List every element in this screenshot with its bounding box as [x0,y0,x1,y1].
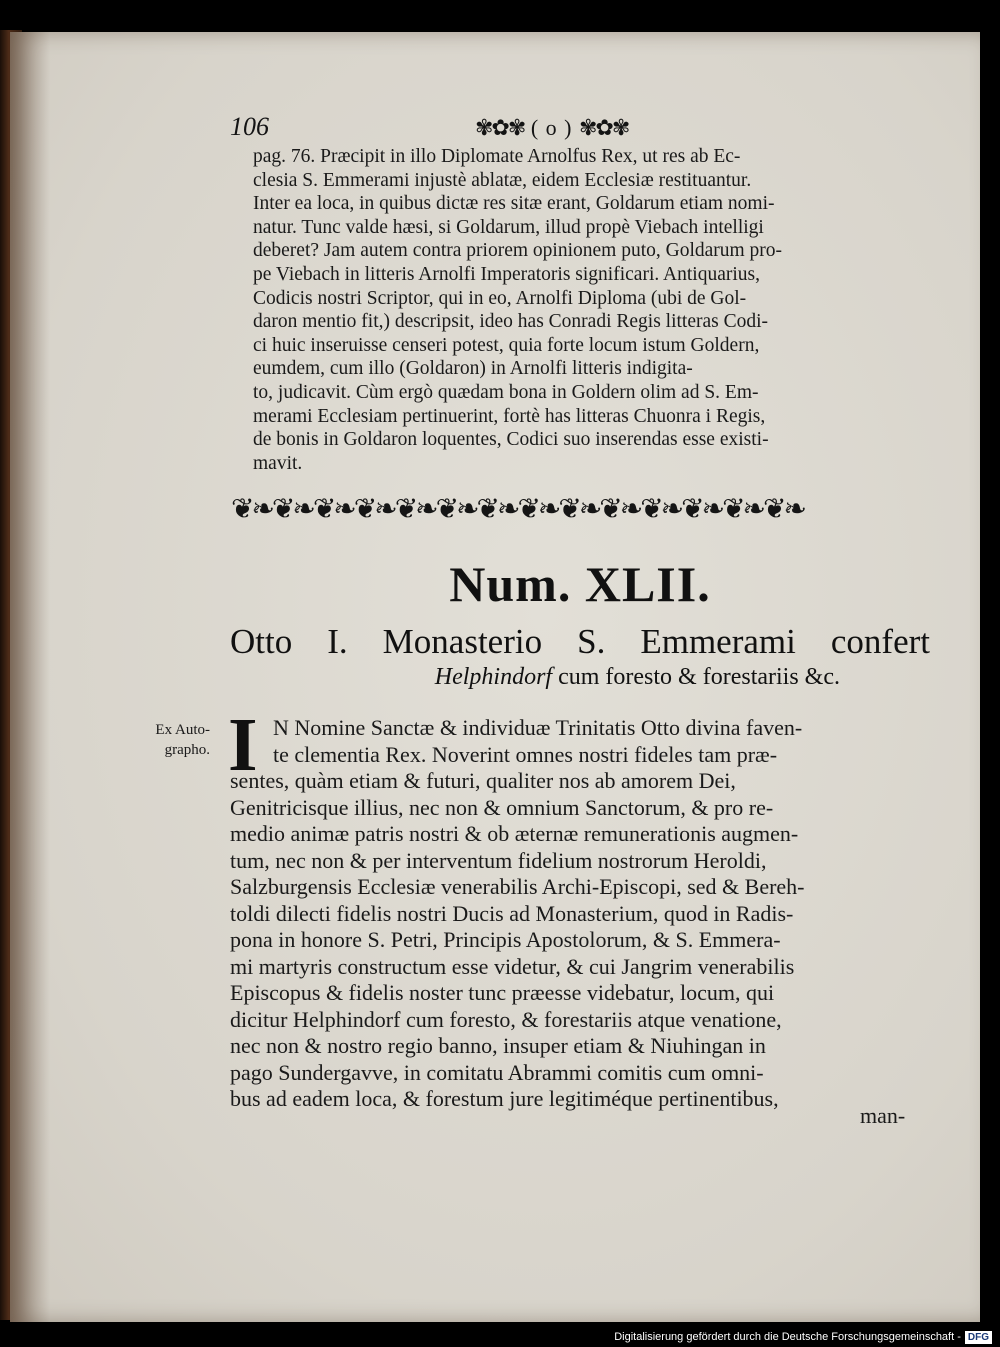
main-line: Episcopus & fidelis noster tunc præesse videbatur, locum, qui [230,980,775,1005]
footnote-block [253,145,933,475]
note-line: pe Viebach in litteris Arnolfi Imperatoris significari. Antiquarius, [253,263,760,285]
main-line: sentes, quàm etiam & futuri, qualiter nos ab amorem Dei, [230,768,736,793]
main-line: te clementia Rex. Noverint omnes nostri fideles tam præ- [273,741,778,767]
ornament-right: ✾✿✾ [578,115,629,140]
digitization-footer [0,1327,1000,1347]
page-number: 106 [230,112,269,141]
note-line: Inter ea loca, in quibus dictæ res sitæ erant, Goldarum etiam nomi- [253,193,775,215]
note-line: deberet? Jam autem contra priorem opinionem puto, Goldarum pro- [253,240,783,262]
drop-cap: I [228,703,258,787]
main-line: N Nomine Sanctæ & individuæ Trinitatis Otto divina faven- [273,715,803,740]
main-line: pona in honore S. Petri, Principis Apostolorum, & S. Emmera- [230,927,781,952]
main-line: toldi dilecti fidelis nostri Ducis ad Monasterium, quod in Radis- [230,900,794,926]
gutter-shadow [10,32,50,1322]
note-line: eumdem, cum illo (Goldaron) in Arnolfi litteris indigita- [253,358,693,380]
note-line: pag. 76. Præcipit in illo Diplomate Arnolfus Rex, ut res ab Ec- [253,146,741,167]
note-line: to, judicavit. Cùm ergò quædam bona in Goldern olim ad S. Em- [253,381,759,403]
subheading-place: Helphindorf [434,664,553,690]
main-line: tum, nec non & per interventum fidelium nostrorum Heroldi, [230,847,767,873]
subheading-rest: cum foresto & forestariis &c. [552,664,840,690]
main-line: mi martyris constructum esse videtur, & cui Jangrim venerabilis [230,953,795,979]
note-line: merami Ecclesiam pertinuerint, fortè has litteras Chuonra i Regis, [253,405,766,427]
main-line: pago Sundergavve, in comitatu Abrammi comitis cum omni- [230,1059,764,1085]
main-line: Salzburgensis Ecclesiæ venerabilis Archi-Episcopi, sed & Bereh- [230,874,805,899]
catchword: man- [860,1103,906,1128]
margin-note: Ex Auto-grapho. [155,722,210,758]
footer-text: Digitalisierung gefördert durch die Deutsche Forschungsgemeinschaft - [614,1331,961,1343]
main-line: medio animæ patris nostri & ob æternæ remunerationis augmen- [230,821,799,846]
header-ornament [475,115,628,141]
note-line: Codicis nostri Scriptor, qui in eo, Arnolfi Diploma (ubi de Gol- [253,287,747,309]
charter-text [230,715,930,1113]
note-line: ci huic inseruisse censeri potest, quia forte locum istum Goldern, [253,334,760,356]
section-heading: Otto I. Monasterio S. Emmerami confert [230,622,930,661]
note-line: natur. Tunc valde hæsi, si Goldarum, illud propè Viebach intelligi [253,216,764,238]
main-line: dicitur Helphindorf cum foresto, & forestariis atque venatione, [230,1006,782,1032]
main-line: Genitricisque illius, nec non & omnium Sanctorum, & pro re- [230,794,774,820]
note-line: daron mentio fit,) descripsit, ideo has Conradi Regis litteras Codi- [253,311,769,333]
section-number: Num. XLII. [449,556,711,612]
main-line: nec non & nostro regio banno, insuper etiam & Niuhingan in [230,1033,766,1058]
note-line: clesia S. Emmerami injustè ablatæ, eidem Ecclesiæ restituantur. [253,169,752,191]
dfg-logo: DFG [965,1331,992,1344]
main-line: bus ad eadem loca, & forestum jure legitiméque pertinentibus, [230,1086,779,1111]
running-head [230,112,930,146]
section-subheading [230,664,930,691]
note-line: de bonis in Goldaron loquentes, Codici suo inserendas esse existi- [253,429,769,451]
ornament-left: ✾✿✾ [475,115,525,140]
header-paren: ( o ) [530,115,573,140]
note-line: mavit. [253,452,303,474]
ornamental-separator: ❦❧❦❧❦❧❦❧❦❧❦❧❦❧❦❧❦❧❦❧❦❧❦❧❦❧❦❧ [231,494,804,525]
